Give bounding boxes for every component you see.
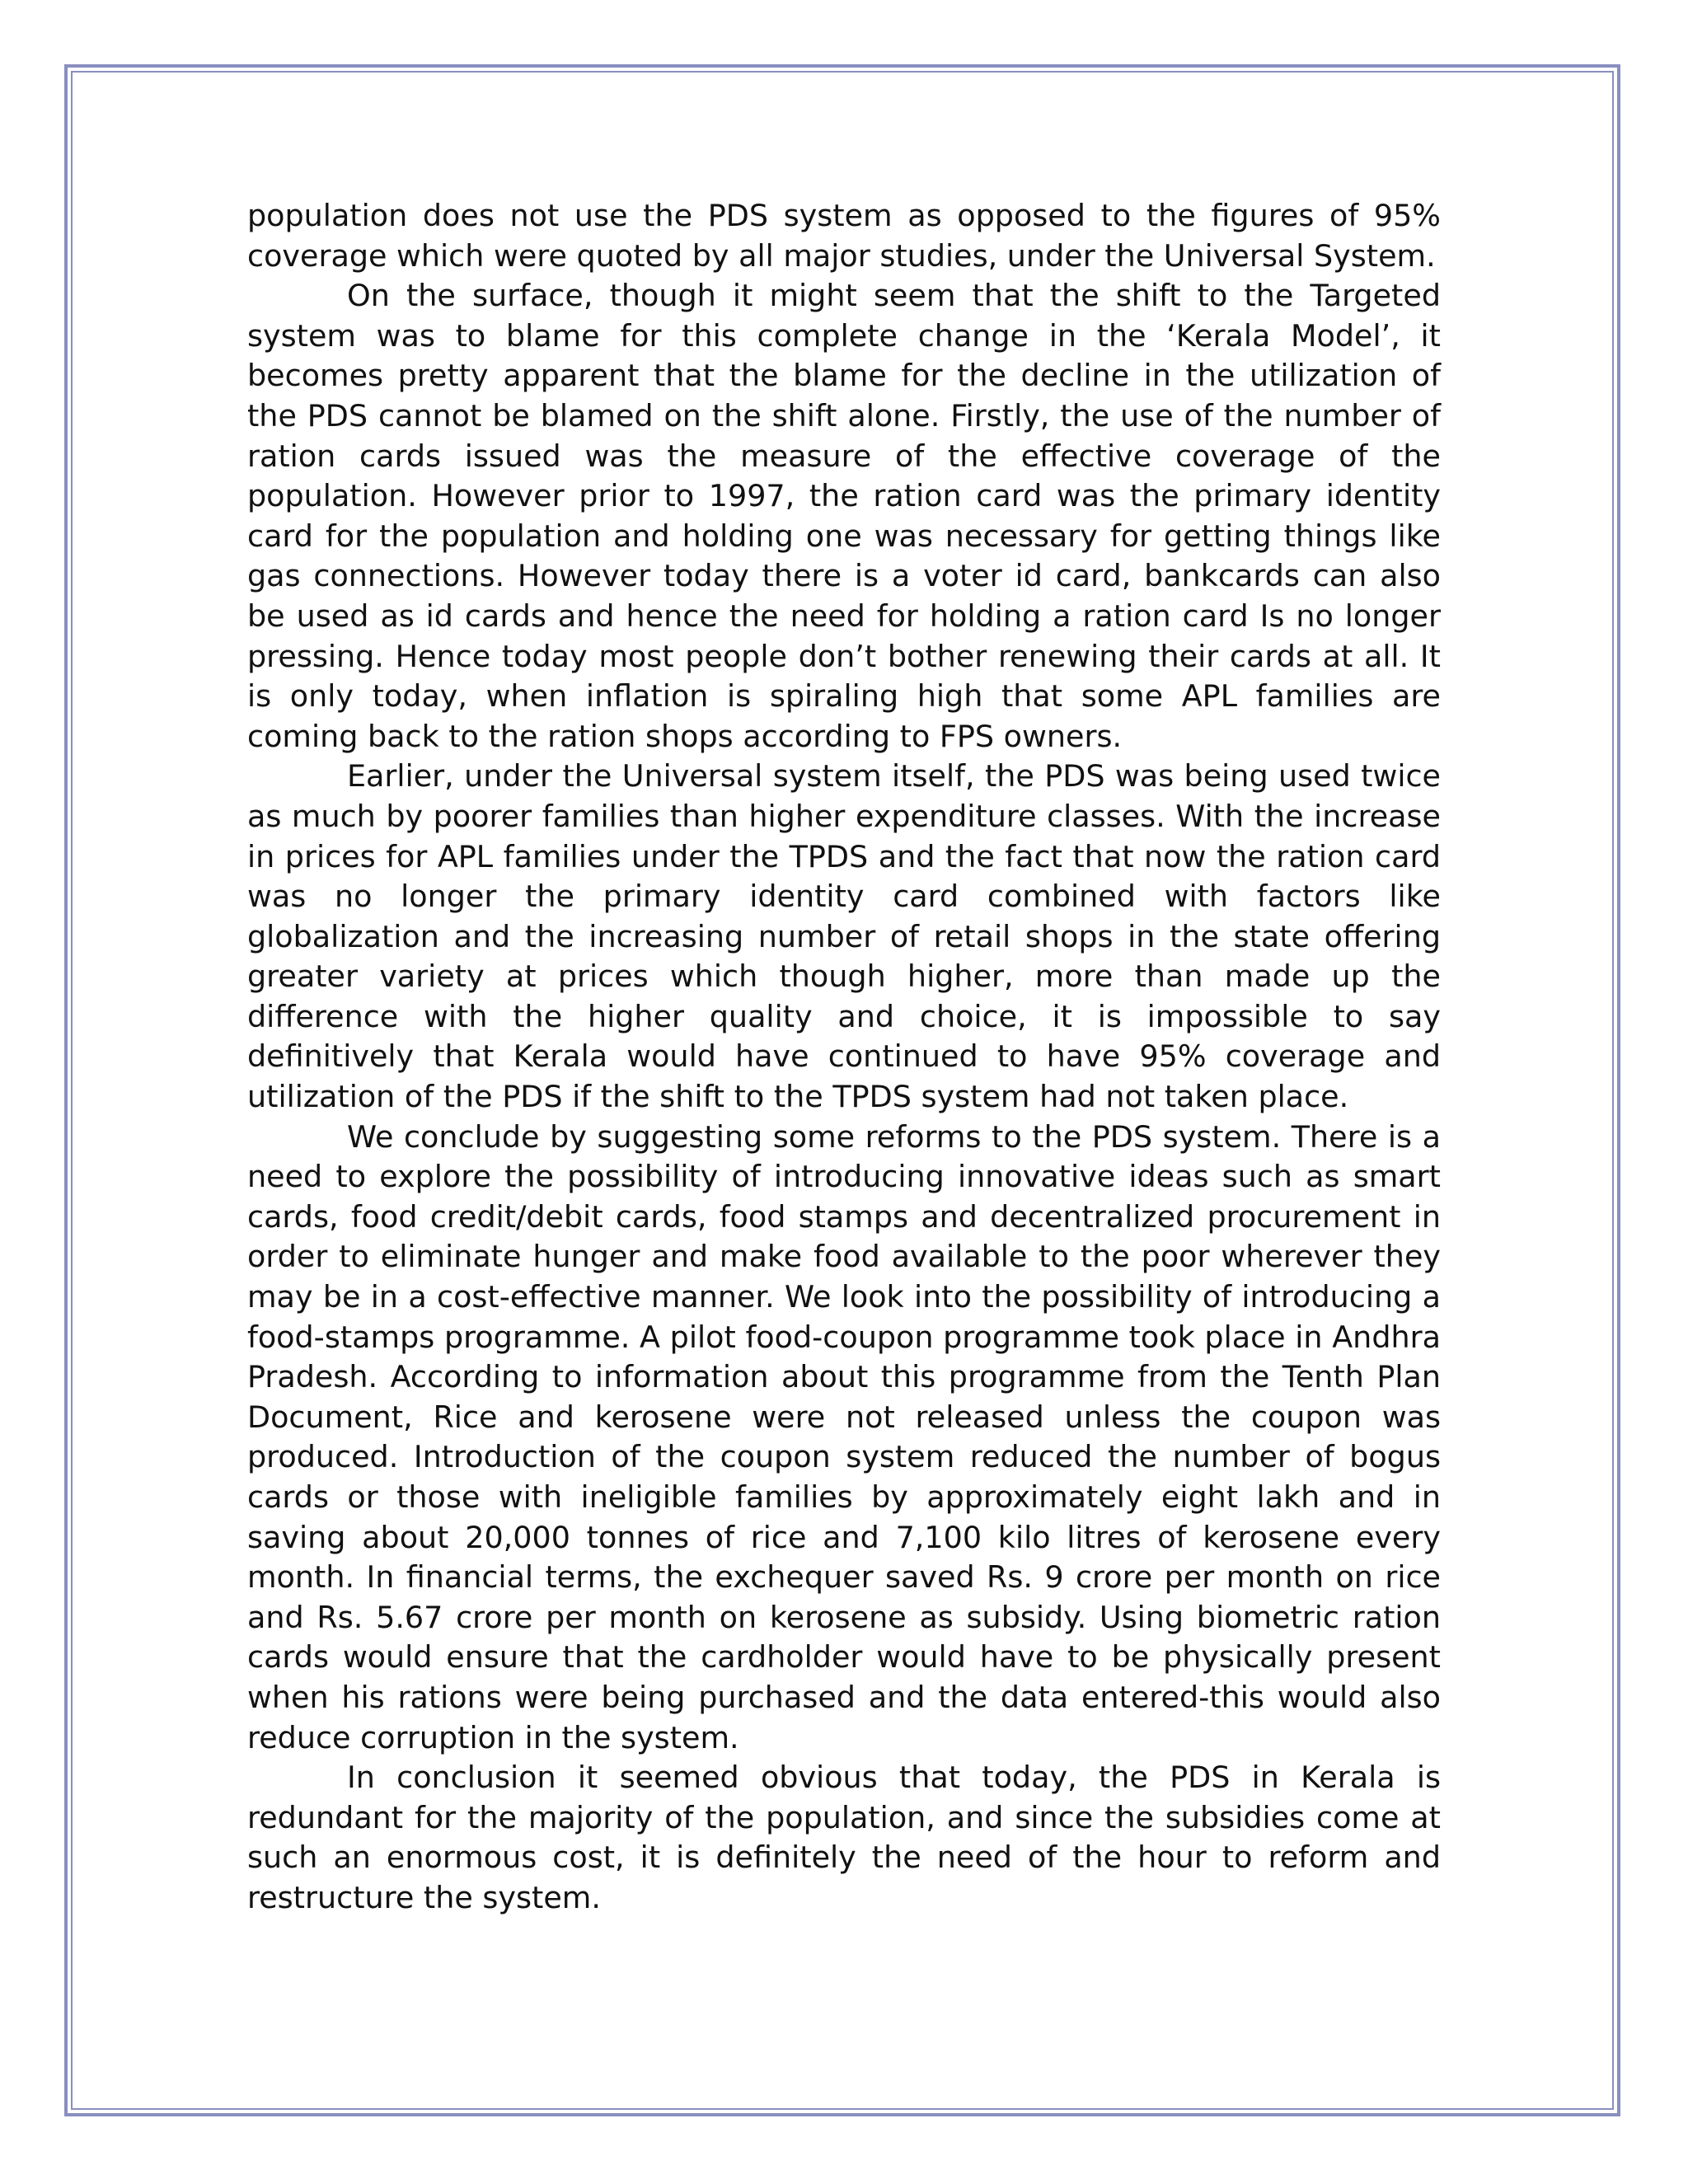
paragraph-universal-system: Earlier, under the Universal system itself, the PDS was being used twice as much by poorer families than higher expenditure classes. With the increase in prices for APL families under the TPDS and the fact that now the ration card was no longer the primary identity card combined with factors like globalization and the increasing number of retail shops in the state offering greater variety at prices which though higher, more than made up the difference with the higher quality and choice, it is impossible to say definitively that Kerala would have continued to have 95% coverage and utilization of the PDS if the shift to the TPDS system had not taken place. [247,758,1441,1115]
paragraph-kerala-model: On the surface, though it might seem that the shift to the Targeted system was to blame for this complete change in the ‘Kerala Model’, it becomes pretty apparent that the blame for the decline in the utilization of the PDS cannot be blamed on the shift alone. Firstly, the use of the number of ration cards issued was the measure of the effective coverage of the population. However prior to 1997, the ration card was the primary identity card for the population and holding one was necessary for getting things like gas connections. However today there is a voter id card, bankcards can also be used as id cards and hence the need for holding a ration card Is no longer pressing. Hence today most people don’t bother renewing their cards at all. It is only today, when inflation is spiraling high that some APL families are coming back to the ration shops according to FPS owners. [247,278,1441,754]
paragraph-conclusion: In conclusion it seemed obvious that today, the PDS in Kerala is redundant for the majority of the population, and since the subsidies come at such an enormous cost, it is definitely the need of the hour to reform and restructure the system. [247,1760,1441,1915]
paragraph-continuation: population does not use the PDS system as opposed to the figures of 95% coverage which were quoted by all major studies, under the Universal System. [247,198,1441,274]
paragraph-reforms: We conclude by suggesting some reforms to the PDS system. There is a need to explore the possibility of introducing innovative ideas such as smart cards, food credit/debit cards, food stamps and decentralized procurement in order to eliminate hunger and make food available to the poor wherever they may be in a cost-effective manner. We look into the possibility of introducing a food-stamps programme. A pilot food-coupon programme took place in Andhra Pradesh. According to information about this programme from the Tenth Plan Document, Rice and kerosene were not released unless the coupon was produced. Introduction of the coupon system reduced the number of bogus cards or those with ineligible families by approximately eight lakh and in saving about 20,000 tonnes of rice and 7,100 kilo litres of kerosene every month. In financial terms, the exchequer saved Rs. 9 crore per month on rice and Rs. 5.67 crore per month on kerosene as subsidy. Using biometric ration cards would ensure that the cardholder would have to be physically present when his rations were being purchased and the data entered-this would also reduce corruption in the system. [247,1118,1441,1755]
document-body [247,196,1441,1919]
